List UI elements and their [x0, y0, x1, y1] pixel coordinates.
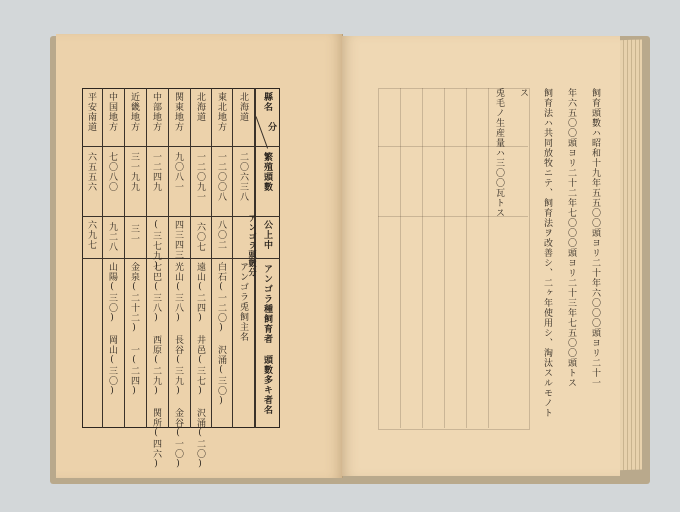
- table-cell-names: アンゴラ兎飼主名: [238, 262, 248, 342]
- table-cell-names: 白石(一二〇) 沢涌(三〇): [216, 262, 226, 407]
- table-cell-count: 九〇八一: [173, 152, 183, 192]
- table-cell-names: 光山(三八) 長谷(三九) 金谷(一〇): [173, 262, 183, 470]
- text-line: 兎毛ノ生産量ハ三〇〇瓦トス: [494, 88, 504, 218]
- row-divider: [82, 146, 280, 147]
- show-through-line: [466, 88, 467, 428]
- table-cell-count: 一二四九: [151, 152, 161, 192]
- table-cell-names: 遠山(二四) 井邑(三七) 沢涌(二〇): [195, 262, 205, 470]
- header-count: 繁殖頭數: [262, 152, 272, 192]
- table-cell-count: 六五五六: [86, 152, 96, 192]
- table-cell-forecast: 三一: [129, 224, 139, 244]
- table-cell-forecast: (三七九): [151, 220, 161, 272]
- text-line: ス: [518, 88, 528, 98]
- table-cell-region: 北海道: [195, 92, 205, 122]
- table-cell-forecast: 四三四三: [173, 220, 183, 260]
- table-cell-forecast: 八〇二: [216, 220, 226, 250]
- table-cell-names: 山陽(三〇) 岡山(三〇): [107, 262, 117, 397]
- table-cell-region: 北海道: [238, 92, 248, 122]
- table-cell-count: 三一九九: [129, 152, 139, 192]
- show-through-line: [400, 88, 401, 428]
- table-cell-region: 中国地方: [107, 92, 117, 132]
- table-cell-names: 七巴(三八) 西原(二九) 関所(四六): [151, 262, 161, 470]
- table-cell-forecast: 六〇七: [195, 222, 205, 252]
- table-cell-region: 中部地方: [151, 92, 161, 132]
- text-line: 飼育頭數ハ昭和十九年五五〇〇頭ヨリ二十年六〇〇〇頭ヨリ二十一: [590, 88, 600, 388]
- header-corner: 縣名: [262, 92, 272, 112]
- table-cell-region: 平安南道: [86, 92, 96, 132]
- text-line: 飼育法ハ共同放牧ニテ、飼育法ヲ改善シ、二ヶ年使用シ、淘汰スルモノト: [542, 88, 552, 418]
- table-cell-forecast: 九二八: [107, 222, 117, 252]
- text-line: 年六五〇〇頭ヨリ二十二年七〇〇〇頭ヨリ二十三年七五〇〇頭トス: [566, 88, 576, 388]
- table-cell-count: 七〇八〇: [107, 152, 117, 192]
- table-cell-count: 一二〇九一: [195, 152, 205, 202]
- table-cell-count: 二〇六三八: [238, 152, 248, 202]
- header-forecast-bottom: アンゴラ頭數分: [248, 214, 258, 277]
- header-names: アンゴラ種飼育者 頭數多キ者名: [262, 264, 272, 415]
- table-cell-count: 一二〇〇八: [216, 152, 226, 202]
- header-corner-sub: 分: [266, 122, 276, 132]
- show-through-line: [488, 88, 489, 428]
- table-cell-names: 金泉(二十二) 一(二四): [129, 262, 139, 397]
- header-forecast-top: 公上中: [262, 220, 272, 250]
- table-cell-region: 近畿地方: [129, 92, 139, 132]
- show-through-line: [378, 146, 528, 147]
- table-cell-forecast: 六九七: [86, 220, 96, 250]
- table-cell-region: 東北地方: [216, 92, 226, 132]
- show-through-line: [444, 88, 445, 428]
- table-cell-region: 関東地方: [173, 92, 183, 132]
- show-through-line: [378, 216, 528, 217]
- show-through-line: [422, 88, 423, 428]
